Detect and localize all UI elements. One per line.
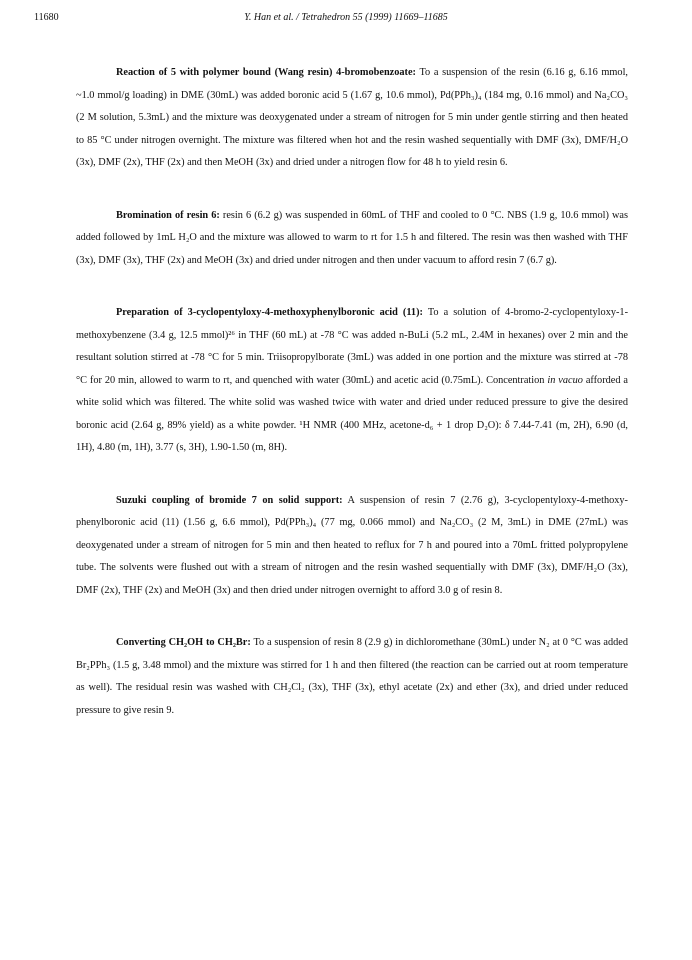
paragraph-text: To a suspension of resin 8 (2.9 g) in dichloromethane (30mL) under N₂ at 0 °C was added Br₂PPh₃ (1.5 g, 3.48 mmol) and the mixture was stirred for 1 h and then filtered (the reaction can be carried out at room temperature as well). The residual resin was washed with CH₂Cl₂ (3x), THF (3x), ethyl acetate (2x) and ether (3x), and dried under reduced pressure to give resin 9. xyxy=(76,637,629,716)
paragraph-suzuki-coupling xyxy=(76,490,628,603)
paragraph-heading: Reaction of 5 with polymer bound (Wang resin) 4-bromobenzoate: xyxy=(116,67,416,78)
running-title: Y. Han et al. / Tetrahedron 55 (1999) 11669–11685 xyxy=(244,12,448,23)
article-body xyxy=(76,62,628,722)
paragraph-text: afforded a white solid which was filtered. The white solid was washed twice with water and dried under reduced pressure to give the desired boronic acid (2.64 g, 89% yield) as a white powder. ¹H NMR (400 MHz, acetone-d₆ + 1 drop D₂O): δ 7.44-7.41 (m, 2H), 6.90 (d, 1H), 4.80 (m, 1H), 3.77 (s, 3H), 1.90-1.50 (m, 8H). xyxy=(76,374,628,453)
page-header xyxy=(34,12,658,28)
paragraph-wang-resin-reaction xyxy=(76,62,628,175)
paragraph-text: To a suspension of the resin (6.16 g, 6.16 mmol, ~1.0 mmol/g loading) in DME (30mL) was added boronic acid 5 (1.67 g, 10.6 mmol), Pd(PPh₃)₄ (184 mg, 0.16 mmol) and Na₂CO₃ (2 M solution, 5.3mL) and the mixture was deoxygenated under a stream of nitrogen for 5 min under gentle stirring and then heated to 85 °C under nitrogen overnight. The mixture was filtered when hot and the resin washed sequentially with DMF (3x), DMF/H₂O (3x), DMF (2x), THF (2x) and then MeOH (3x) and dried under a nitrogen flow for 48 h to yield resin 6. xyxy=(76,67,628,168)
page-number: 11680 xyxy=(34,12,59,23)
paragraph-heading: Preparation of 3-cyclopentyloxy-4-methoxyphenylboronic acid (11): xyxy=(116,307,423,318)
paragraph-text: A suspension of resin 7 (2.76 g), 3-cyclopentyloxy-4-methoxy-phenylboronic acid (11) (1.56 g, 6.6 mmol), Pd(PPh₃)₄ (77 mg, 0.066 mmol) and Na₂CO₃ (2 M, 3mL) in DME (27mL) was deoxygenated under a stream of nitrogen for 5 min and then heated to reflux for 7 h and poured into a 70mL fritted polypropylene tube. The solvents were flushed out with a stream of nitrogen and the resin washed sequentially with DMF (3x), DMF/H₂O (3x), DMF (2x), THF (2x) and MeOH (3x) and then dried under nitrogen overnight to afford 3.0 g of resin 8. xyxy=(76,494,628,596)
paragraph-heading: Converting CH₂OH to CH₂Br: xyxy=(116,637,251,648)
paragraph-italic-text: in vacuo xyxy=(547,374,583,386)
paragraph-heading: Bromination of resin 6: xyxy=(116,209,220,221)
paragraph-bromination xyxy=(76,205,628,273)
paragraph-text: resin 6 (6.2 g) was suspended in 60mL of THF and cooled to 0 °C. NBS (1.9 g, 10.6 mmol) was added followed by 1mL H₂O and the mixture was allowed to warm to rt for 1.5 h and filtered. The resin was then washed with THF (3x), DMF (3x), THF (2x) and MeOH (3x) and dried under nitrogen and then under vacuum to afford resin 7 (6.7 g). xyxy=(76,209,628,266)
paragraph-converting-ch2oh xyxy=(76,632,628,722)
paragraph-heading: Suzuki coupling of bromide 7 on solid support: xyxy=(116,494,343,506)
paragraph-boronic-acid-preparation xyxy=(76,302,628,460)
paragraph-text: To a solution of 4-bromo-2-cyclopentyloxy-1-methoxybenzene (3.4 g, 12.5 mmol)²⁶ in THF (60 mL) at -78 °C was added n-BuLi (5.2 mL, 2.4M in hexanes) over 2 min and the resultant solution stirred at -78 °C for 5 min. Triisopropylborate (3mL) was added in one portion and the mixture was stirred at -78 °C for 20 min, allowed to warm to rt, and quenched with water (30mL) and acetic acid (0.75mL). Concentration xyxy=(76,307,628,386)
